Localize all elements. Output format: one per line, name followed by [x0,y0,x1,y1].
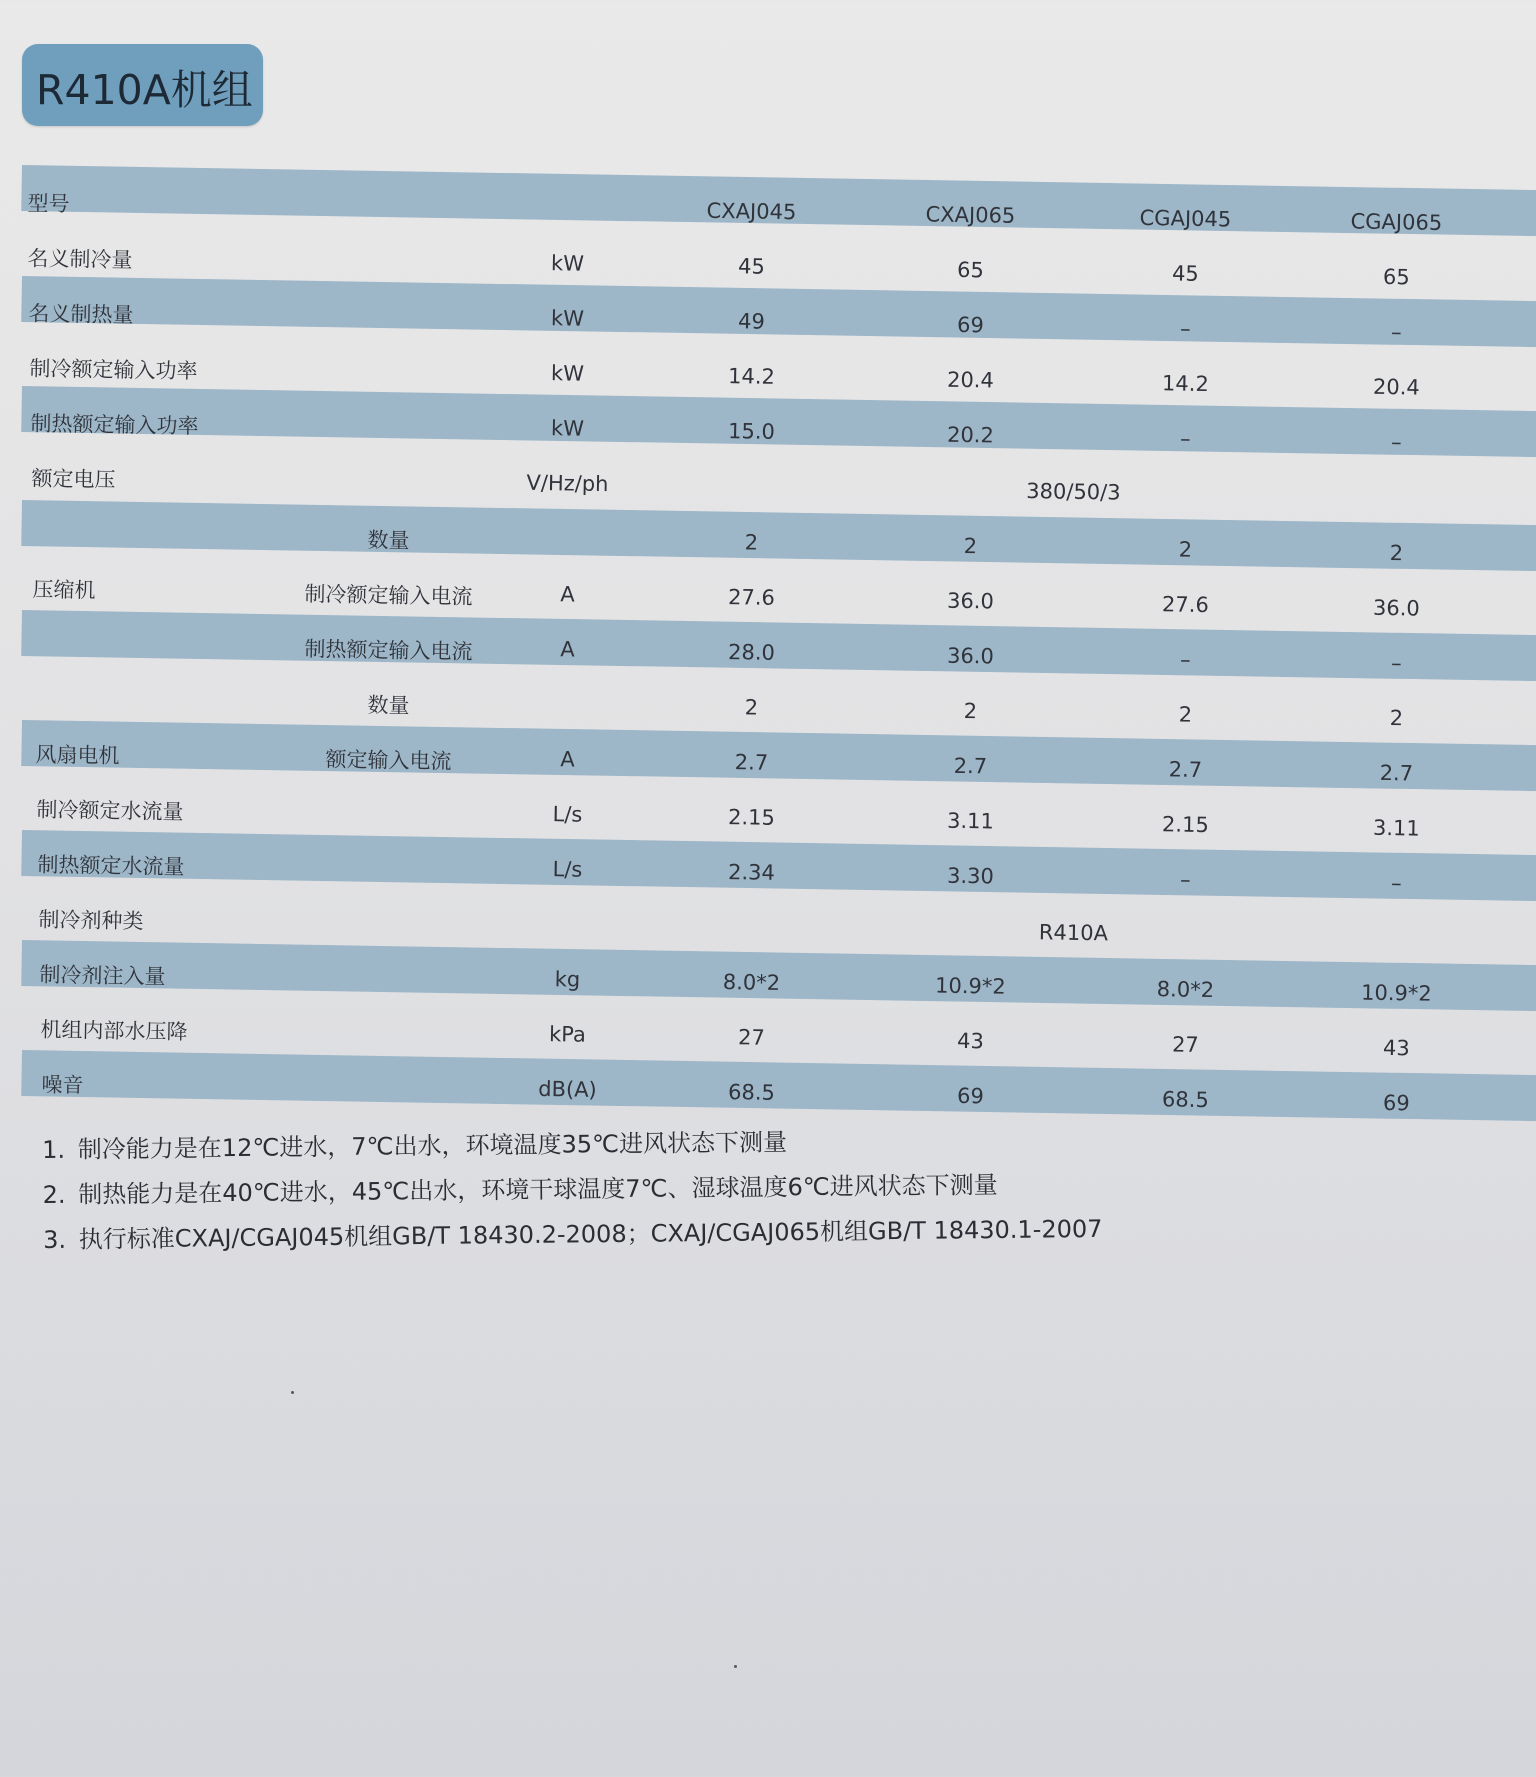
cell-value: 43 [1382,1035,1410,1061]
row-label: 名义制冷量 [27,246,133,273]
footnote [42,1164,1102,1210]
paper-speck [291,1391,294,1394]
cell-value: 2.15 [727,805,776,830]
cell-value: 2.15 [1161,812,1210,838]
group-label: 压缩机 [32,577,96,603]
cell-value: 69 [956,1083,985,1109]
cell-value: – [1179,316,1191,341]
row-label: 制冷额定输入功率 [29,356,198,384]
cell-value: 27.6 [727,585,776,610]
cell-value: 3.11 [946,808,995,834]
row-label: 机组内部水压降 [40,1017,188,1045]
footnotes [42,1119,1103,1265]
cell-value: 14.2 [727,364,776,389]
cell-value: 27.6 [1161,592,1210,618]
unit: dB(A) [538,1076,597,1102]
cell-value: – [1179,867,1191,892]
cell-value: 2.7 [734,750,769,775]
cell-value: 36.0 [946,588,995,614]
unit: kW [550,306,585,331]
unit: kPa [548,1022,587,1047]
unit: kg [554,967,581,992]
row-label: 额定电压 [31,466,116,492]
sub-label: 制冷额定输入电流 [304,582,473,609]
cell-value: 20.4 [1372,374,1420,400]
paper-speck [734,1665,737,1668]
footnote-text: 执行标准CXAJ/CGAJ045机组GB/T 18430.2-2008；CXAJ/CGAJ065机组GB/T 18430.1-2007 [78,1214,1103,1254]
unit: kW [550,416,585,441]
cell-value: 14.2 [1161,371,1210,397]
cell-value: 69 [1382,1090,1410,1116]
cell-value: 15.0 [727,419,776,444]
cell-value: 2.7 [1379,760,1414,786]
cell-value: 68.5 [1161,1087,1210,1113]
footnote-text: 制热能力是在40℃进水，45℃出水，环境干球温度7℃、湿球温度6℃进风状态下测量 [78,1170,998,1209]
cell-value: – [1390,871,1402,896]
cell-value: 8.0*2 [722,969,781,995]
group-label: 风扇电机 [35,742,120,768]
unit: kW [550,361,585,386]
cell-value: 45 [737,254,766,279]
cell-value: 2 [1389,541,1404,566]
cell-value: 2 [1178,537,1193,562]
sub-label: 额定输入电流 [325,747,452,774]
row-label: 制热额定输入功率 [30,411,199,439]
cell-value: – [1390,320,1402,345]
cell-value: 49 [737,309,766,334]
cell-value: – [1179,426,1191,451]
cell-value: 69 [956,312,985,338]
unit: A [560,637,575,662]
unit: L/s [552,857,583,882]
cell-value: 2 [963,533,978,559]
cell-value: 2 [744,695,759,720]
merged-value: R410A [1038,920,1109,946]
cell-value: 36.0 [1372,595,1420,621]
cell-value: 2 [744,530,759,555]
sub-label: 制热额定输入电流 [304,637,473,664]
unit: V/Hz/ph [526,470,609,497]
cell-value: 45 [1171,261,1199,286]
sub-label: 数量 [367,693,410,718]
section-title: R410A机组 [36,66,253,114]
row-label: 名义制热量 [28,301,134,328]
model-header: CGAJ045 [1139,205,1232,232]
footnote-number: 2. [42,1180,66,1209]
cell-value: 2 [963,698,978,724]
row-label: 制冷额定水流量 [36,797,184,825]
cell-value: 68.5 [727,1080,776,1105]
cell-value: 27 [1171,1032,1199,1057]
cell-value: 10.9*2 [934,973,1006,999]
cell-value: 10.9*2 [1360,980,1432,1006]
cell-value: 27 [737,1025,766,1050]
cell-value: 3.30 [946,863,995,889]
cell-value: 2.7 [953,753,988,779]
unit: A [560,747,575,772]
cell-value: – [1179,647,1191,672]
cell-value: 28.0 [727,640,776,665]
cell-value: 43 [956,1028,985,1054]
model-header: CXAJ045 [706,198,797,225]
row-label: 制冷剂注入量 [39,962,166,989]
footnote-number: 3. [43,1225,67,1254]
footnote [43,1209,1103,1255]
unit: L/s [552,802,583,827]
footnote-text: 制冷能力是在12℃进水，7℃出水，环境温度35℃进风状态下测量 [77,1128,788,1164]
row-label: 制冷剂种类 [38,907,144,934]
unit: A [560,582,575,607]
cell-value: 8.0*2 [1156,977,1215,1003]
cell-value: 65 [956,257,985,283]
cell-value: – [1390,651,1402,676]
cell-value: 36.0 [946,643,995,669]
merged-value: 380/50/3 [1026,479,1121,505]
row-label: 噪音 [41,1072,84,1098]
cell-value: 3.11 [1372,815,1420,841]
cell-value: – [1390,430,1402,455]
cell-value: 20.4 [946,367,995,393]
sub-label: 数量 [367,528,410,553]
model-header: CXAJ065 [925,202,1016,228]
model-header: CGAJ065 [1350,209,1443,235]
cell-value: 2.34 [727,860,776,885]
cell-value: 2.7 [1168,757,1203,782]
footnote-number: 1. [42,1135,66,1164]
header-label: 型号 [27,191,70,217]
row-label: 制热额定水流量 [37,852,185,880]
unit: kW [550,251,585,276]
cell-value: 2 [1178,702,1193,727]
cell-value: 65 [1382,264,1410,290]
cell-value: 2 [1389,706,1404,731]
cell-value: 20.2 [946,422,995,448]
